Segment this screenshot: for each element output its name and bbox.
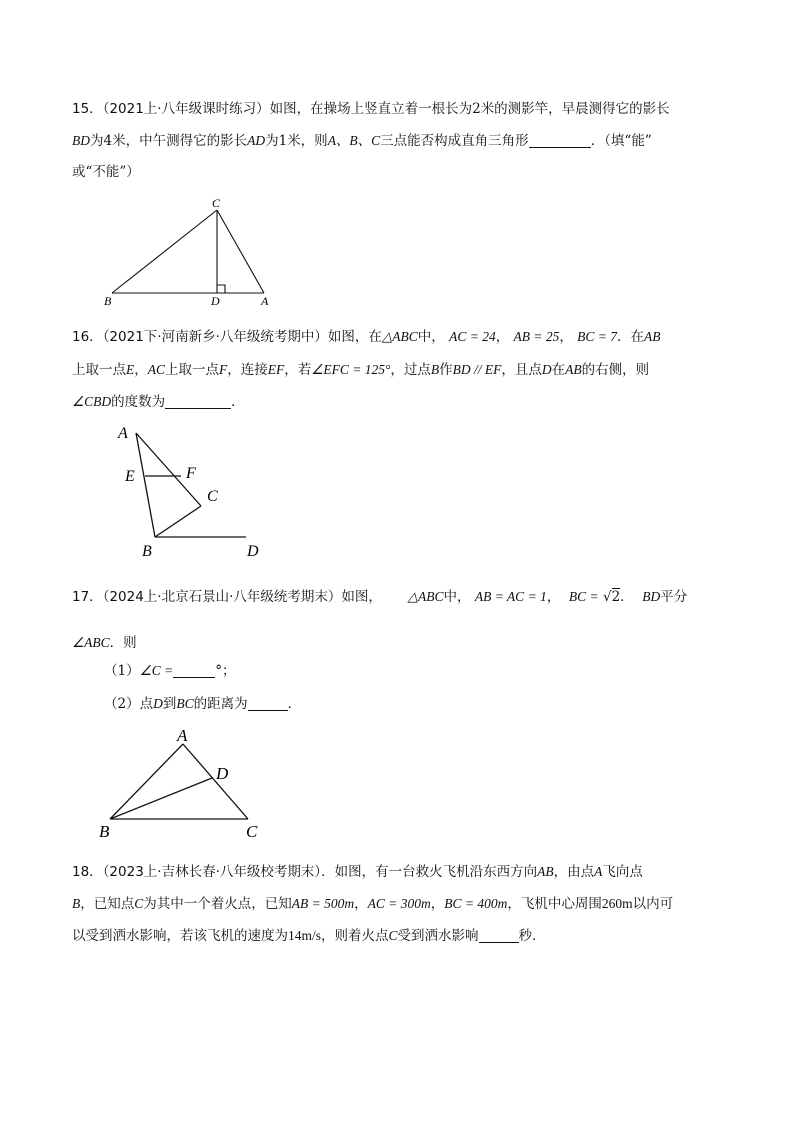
q16-label-e: E <box>125 468 135 485</box>
q16-number: 16． <box>72 329 103 345</box>
q15-label-d: D <box>211 294 220 308</box>
q17-label-d: D <box>216 764 229 783</box>
q16-label-b: B <box>142 543 152 560</box>
q15-label-a: A <box>261 294 269 308</box>
q18-line-3: 以受到洒水影响，若该飞机的速度为14m/s，则着火点C受到洒水影响 秒． <box>72 928 546 944</box>
q18-source: （2023上·吉林长春·八年级校考期末） <box>102 864 322 880</box>
q17-sub-1: （1）∠C = °； <box>104 663 236 679</box>
q17-label-b: B <box>99 822 110 841</box>
q16-label-d: D <box>247 543 259 560</box>
q18-line-2: B，已知点C为其中一个着火点，已知AB = 500m，AC = 300m，BC = 400m，飞机中心周围260m以内可 <box>72 896 674 912</box>
q15-label-b: B <box>104 294 112 308</box>
q17-answer-blank-1[interactable] <box>173 663 215 678</box>
q17-answer-blank-2[interactable] <box>248 696 288 711</box>
q18-line-1: 18．（2023上·吉林长春·八年级校考期末）．如图，有一台救火飞机沿东西方向AB，由点A飞向点 <box>72 864 643 880</box>
q17-line-2: ∠ABC．则 <box>72 635 137 651</box>
q15-answer-blank[interactable] <box>529 133 591 148</box>
q16-label-a: A <box>118 425 128 442</box>
q17-sub-2: （2）点D到BC的距离为 ． <box>104 696 302 712</box>
q17-line-1: 17．（2024上·北京石景山·八年级统考期末）如图， △ABC中， AB = AC = 1， BC = √2． BD平分 <box>72 589 688 605</box>
q17-number: 17． <box>72 589 103 605</box>
q16-line-3: ∠CBD的度数为 ． <box>72 394 245 410</box>
q16-line-1: 16．（2021下·河南新乡·八年级统考期中）如图，在△ABC中， AC = 24， AB = 25， BC = 7．在AB <box>72 329 661 345</box>
q18-number: 18． <box>72 864 103 880</box>
q16-label-c: C <box>207 488 218 505</box>
q16-label-f: F <box>186 465 196 482</box>
q17-label-a: A <box>177 726 188 745</box>
q16-line-2: 上取一点E，AC上取一点F，连接EF，若∠EFC = 125°，过点B作BD // EF，且点D在AB的右侧，则 <box>72 362 650 378</box>
q18-answer-blank[interactable] <box>479 928 519 943</box>
q15-line-3: 或“不能”） <box>72 164 140 180</box>
q15-line-2: BD为4米，中午测得它的影长AD为1米，则A、B、C三点能否构成直角三角形 ．（填“能” <box>72 133 652 149</box>
q15-source: （2021上·八年级课时练习） <box>102 101 270 117</box>
q15-number: 15． <box>72 101 103 117</box>
q15-line-1: 15．（2021上·八年级课时练习）如图，在操场上竖直立着一根长为2米的测影竿，早晨测得它的影长 <box>72 101 670 117</box>
q15-label-c: C <box>212 196 221 210</box>
q16-answer-blank[interactable] <box>165 394 231 409</box>
q17-label-c: C <box>246 822 258 841</box>
q17-source: （2024上·北京石景山·八年级统考期末） <box>102 589 342 605</box>
q16-source: （2021下·河南新乡·八年级统考期中） <box>102 329 328 345</box>
